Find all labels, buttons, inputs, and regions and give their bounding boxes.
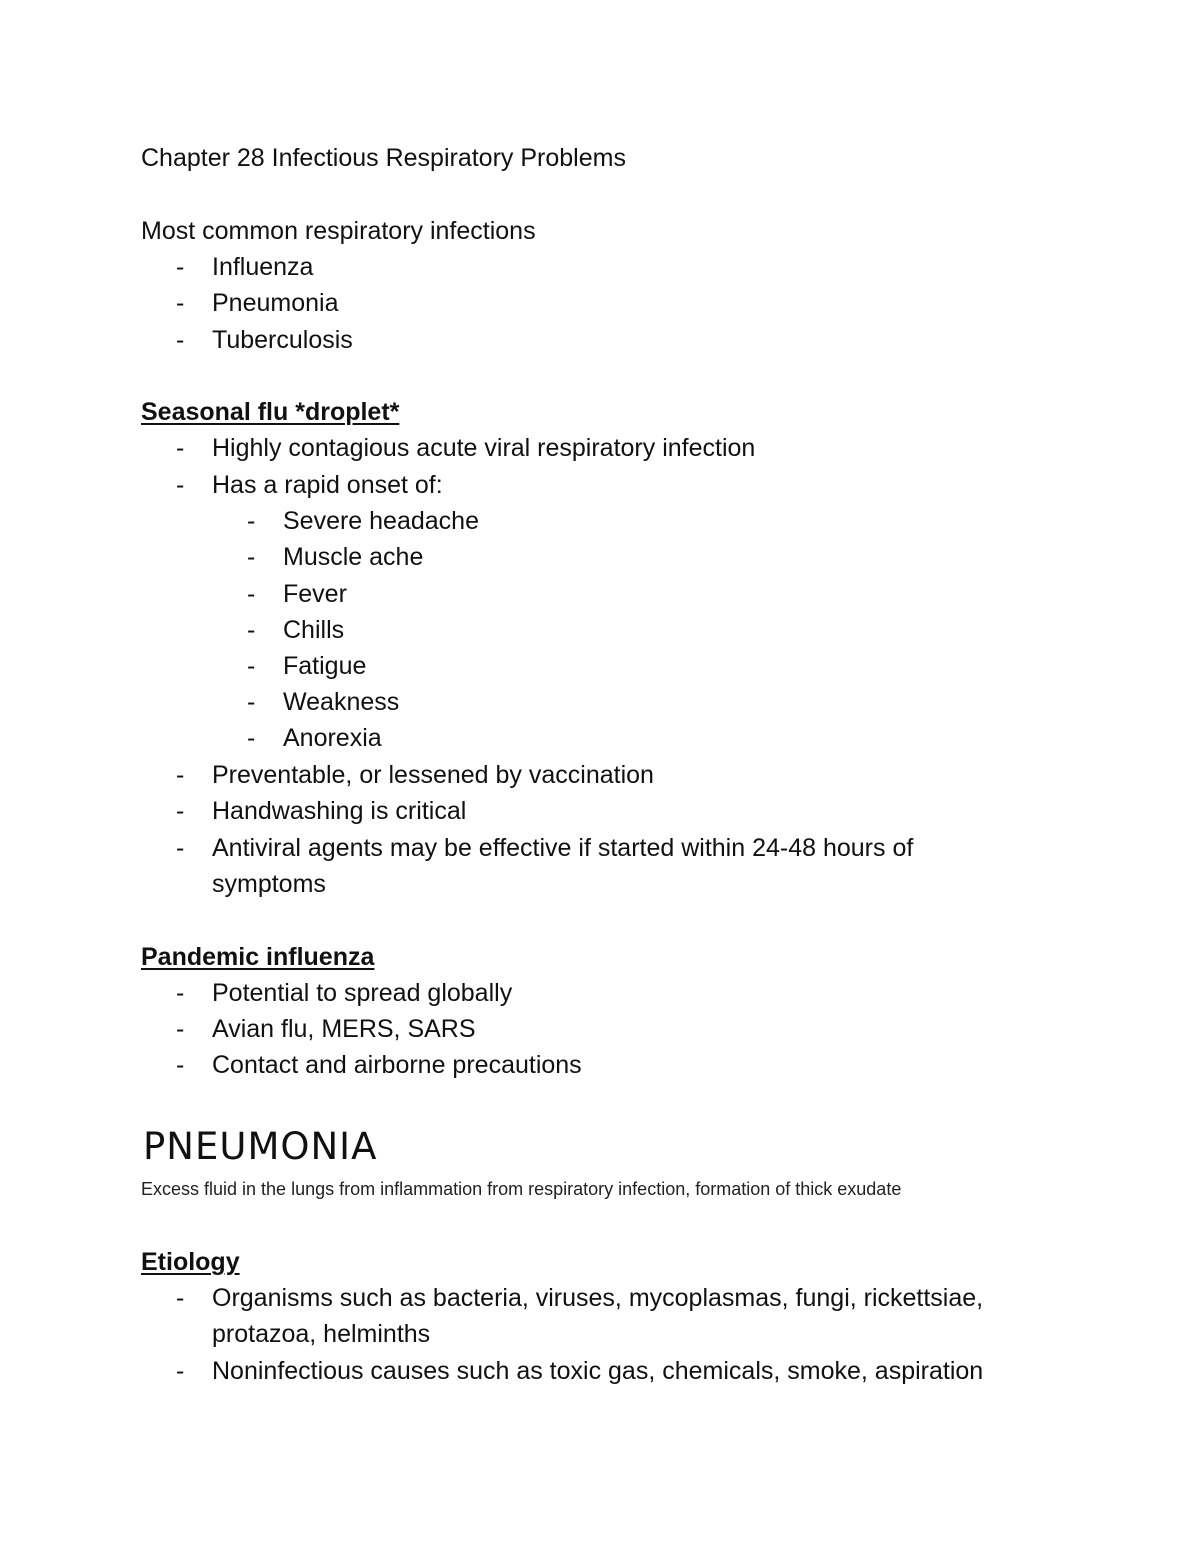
list-bullet: - bbox=[176, 1051, 185, 1079]
list-item: Influenza bbox=[212, 253, 314, 281]
sublist-bullet: - bbox=[247, 616, 256, 644]
sublist-bullet: - bbox=[247, 724, 256, 752]
section-heading-etiology: Etiology bbox=[141, 1248, 240, 1276]
list-item: Avian flu, MERS, SARS bbox=[212, 1015, 476, 1043]
list-item-continuation: symptoms bbox=[212, 870, 326, 898]
list-item: Noninfectious causes such as toxic gas, chemicals, smoke, aspiration bbox=[212, 1357, 984, 1385]
sublist-item: Fatigue bbox=[283, 652, 367, 680]
pneumonia-subtitle: Excess fluid in the lungs from inflammation from respiratory infection, formation of thick exudate bbox=[141, 1179, 902, 1199]
list-item-continuation: protazoa, helminths bbox=[212, 1320, 431, 1348]
list-item: Potential to spread globally bbox=[212, 979, 513, 1007]
list-item: Tuberculosis bbox=[212, 326, 353, 354]
sublist-bullet: - bbox=[247, 507, 256, 535]
list-item: Organisms such as bacteria, viruses, mycoplasmas, fungi, rickettsiae, bbox=[212, 1284, 984, 1312]
list-bullet: - bbox=[176, 1357, 185, 1385]
list-item: Contact and airborne precautions bbox=[212, 1051, 582, 1079]
list-bullet: - bbox=[176, 1015, 185, 1043]
list-bullet: - bbox=[176, 761, 185, 789]
list-item: Highly contagious acute viral respiratory infection bbox=[212, 434, 756, 462]
list-bullet: - bbox=[176, 434, 185, 462]
list-bullet: - bbox=[176, 797, 185, 825]
list-item: Has a rapid onset of: bbox=[212, 471, 443, 499]
sublist-item: Chills bbox=[283, 616, 345, 644]
list-item: Pneumonia bbox=[212, 289, 339, 317]
sublist-bullet: - bbox=[247, 580, 256, 608]
sublist-bullet: - bbox=[247, 688, 256, 716]
list-bullet: - bbox=[176, 326, 185, 354]
sublist-item: Muscle ache bbox=[283, 543, 424, 571]
sublist-bullet: - bbox=[247, 652, 256, 680]
section-heading-seasonal-flu: Seasonal flu *droplet* bbox=[141, 398, 400, 426]
list-bullet: - bbox=[176, 1284, 185, 1312]
list-bullet: - bbox=[176, 471, 185, 499]
sublist-item: Fever bbox=[283, 580, 347, 608]
list-bullet: - bbox=[176, 253, 185, 281]
sublist-item: Weakness bbox=[283, 688, 400, 716]
list-item: Antiviral agents may be effective if started within 24-48 hours of bbox=[212, 834, 914, 862]
list-item: Handwashing is critical bbox=[212, 797, 467, 825]
pneumonia-title: PNEUMONIA bbox=[143, 1125, 378, 1168]
common-infections-intro: Most common respiratory infections bbox=[141, 217, 536, 245]
chapter-title: Chapter 28 Infectious Respiratory Problems bbox=[141, 144, 626, 172]
list-bullet: - bbox=[176, 979, 185, 1007]
list-bullet: - bbox=[176, 289, 185, 317]
section-heading-pandemic: Pandemic influenza bbox=[141, 943, 375, 971]
list-bullet: - bbox=[176, 834, 185, 862]
sublist-item: Anorexia bbox=[283, 724, 382, 752]
sublist-item: Severe headache bbox=[283, 507, 479, 535]
list-item: Preventable, or lessened by vaccination bbox=[212, 761, 654, 789]
sublist-bullet: - bbox=[247, 543, 256, 571]
